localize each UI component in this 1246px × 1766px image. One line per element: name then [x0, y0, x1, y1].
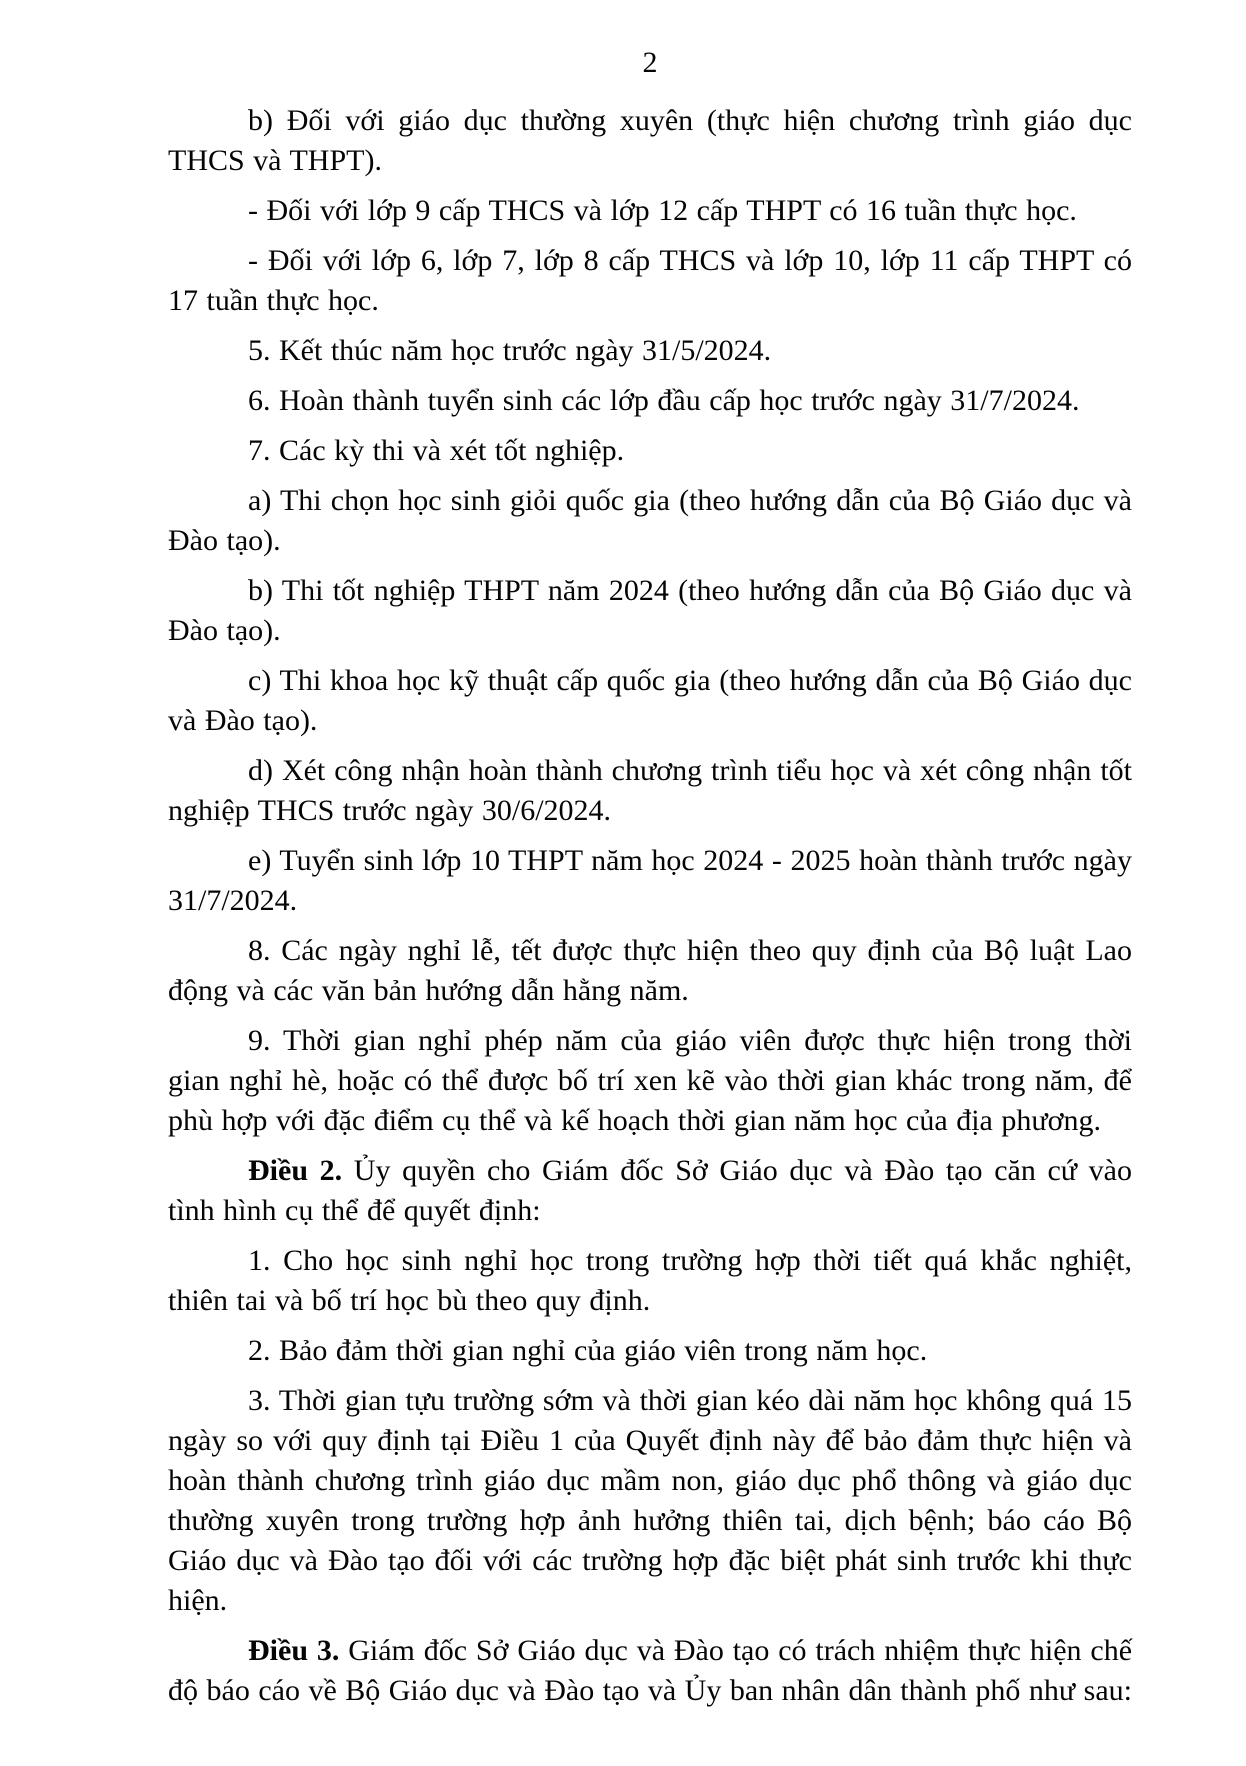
para-a-thi-hoc-sinh-gioi — [168, 481, 1132, 561]
para-b-thi-tot-nghiep-thpt — [168, 571, 1132, 651]
document-body — [168, 101, 1132, 1711]
paragraph-text: 2. Bảo đảm thời gian nghỉ của giáo viên trong năm học. — [248, 1334, 928, 1367]
paragraph-text: Giám đốc Sở Giáo dục và Đào tạo có trách nhiệm thực hiện chế độ báo cáo về Bộ Giáo dục và Đào tạo và Ủy ban nhân dân thành phố như sau: — [168, 1634, 1133, 1707]
paragraph-text: 8. Các ngày nghỉ lễ, tết được thực hiện theo quy định của Bộ luật Lao động và các văn bản hướng dẫn hằng năm. — [168, 934, 1132, 1007]
paragraph-text: - Đối với lớp 6, lớp 7, lớp 8 cấp THCS và lớp 10, lớp 11 cấp THPT có 17 tuần thực học. — [168, 244, 1132, 317]
paragraph-text: 9. Thời gian nghỉ phép năm của giáo viên được thực hiện trong thời gian nghỉ hè, hoặc có thể được bố trí xen kẽ vào thời gian khác trong năm, để phù hợp với đặc điểm cụ thể và kế hoạch thời gian năm học của địa phương. — [168, 1024, 1132, 1137]
paragraph-text: d) Xét công nhận hoàn thành chương trình tiểu học và xét công nhận tốt nghiệp THCS trước ngày 30/6/2024. — [168, 754, 1132, 827]
paragraph-text: e) Tuyển sinh lớp 10 THPT năm học 2024 - 2025 hoàn thành trước ngày 31/7/2024. — [168, 844, 1132, 917]
paragraph-text: 7. Các kỳ thi và xét tốt nghiệp. — [248, 434, 625, 467]
para-item-5-ket-thuc-nam-hoc — [168, 331, 1132, 371]
para-dieu-3 — [168, 1631, 1132, 1711]
para-item-9-nghi-phep-giao-vien — [168, 1021, 1132, 1141]
para-dieu-2-item-2 — [168, 1331, 1132, 1371]
paragraph-text: Ủy quyền cho Giám đốc Sở Giáo dục và Đào tạo căn cứ vào tình hình cụ thể để quyết định: — [168, 1154, 1132, 1227]
paragraph-text: b) Thi tốt nghiệp THPT năm 2024 (theo hướng dẫn của Bộ Giáo dục và Đào tạo). — [168, 574, 1132, 647]
para-dieu-2-item-3 — [168, 1381, 1132, 1621]
paragraph-text: a) Thi chọn học sinh giỏi quốc gia (theo hướng dẫn của Bộ Giáo dục và Đào tạo). — [168, 484, 1132, 557]
para-item-7-cac-ky-thi — [168, 431, 1132, 471]
para-b-giao-duc-thuong-xuyen — [168, 101, 1132, 181]
paragraph-text: 3. Thời gian tựu trường sớm và thời gian kéo dài năm học không quá 15 ngày so với quy định tại Điều 1 của Quyết định này để bảo đảm thực hiện và hoàn thành chương trình giáo dục mầm non, giáo dục phổ thông và giáo dục thường xuyên trong trường hợp ảnh hưởng thiên tai, dịch bệnh; báo cáo Bộ Giáo dục và Đào tạo đối với các trường hợp đặc biệt phát sinh trước khi thực hiện. — [168, 1384, 1132, 1617]
para-d-xet-cong-nhan — [168, 751, 1132, 831]
para-item-6-hoan-thanh-tuyen-sinh — [168, 381, 1132, 421]
para-dieu-2-item-1 — [168, 1241, 1132, 1321]
paragraph-text: - Đối với lớp 9 cấp THCS và lớp 12 cấp THPT có 16 tuần thực học. — [248, 194, 1077, 227]
page-number: 2 — [642, 46, 658, 79]
paragraph-text: c) Thi khoa học kỹ thuật cấp quốc gia (theo hướng dẫn của Bộ Giáo dục và Đào tạo). — [168, 664, 1132, 737]
paragraph-text: b) Đối với giáo dục thường xuyên (thực hiện chương trình giáo dục THCS và THPT). — [168, 104, 1132, 177]
paragraph-text: 6. Hoàn thành tuyển sinh các lớp đầu cấp học trước ngày 31/7/2024. — [248, 384, 1080, 417]
para-bullet-lop-6-7-8-10-11 — [168, 241, 1132, 321]
paragraph-text: 1. Cho học sinh nghỉ học trong trường hợp thời tiết quá khắc nghiệt, thiên tai và bố trí học bù theo quy định. — [168, 1244, 1132, 1317]
article-3-label: Điều 3. — [248, 1634, 340, 1667]
article-2-label: Điều 2. — [248, 1154, 343, 1187]
para-dieu-2 — [168, 1151, 1132, 1231]
para-bullet-lop-9-12 — [168, 191, 1132, 231]
para-item-8-ngay-nghi-le — [168, 931, 1132, 1011]
para-c-thi-khoa-hoc-ky-thuat — [168, 661, 1132, 741]
paragraph-text: 5. Kết thúc năm học trước ngày 31/5/2024. — [248, 334, 772, 367]
para-e-tuyen-sinh-lop-10 — [168, 841, 1132, 921]
